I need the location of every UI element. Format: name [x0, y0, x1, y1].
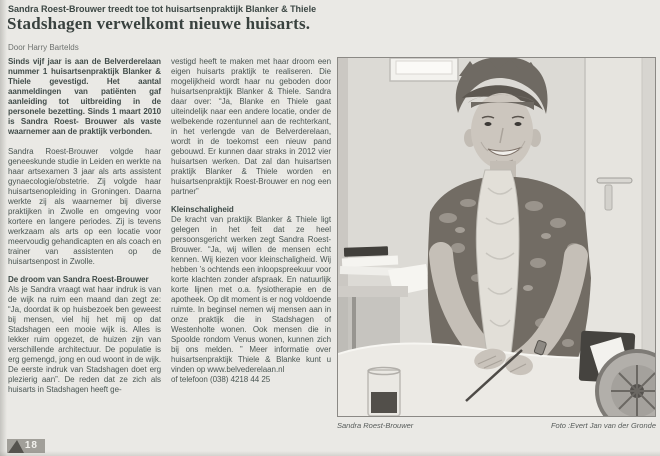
article-paragraph-droom-vervolg: vestigd heeft te maken met haar droom een eigen huisarts praktijk te realiseren. Die mogelijkheid wordt haar nu geboden door huisartsenpraktijk Blanker & Thiele. Sandra daar over: “Ja, Blanke en Thiele gaat uiteindelijk naar een andere locatie, onder de welbekende rozentunnel aan de rechterkant, in het verlengde van de Belverderelaan, wordt in de toekomst een nieuw pand gebouwd. Er kunnen daar straks in 2012 vier huisartsen werken. Dat zal dan huisartsen praktijk Blanker & Thiele worden en huisartsenpraktijk Roest-Brouwer en nog een partner”	[171, 57, 331, 196]
page-number: 18	[24, 440, 38, 451]
scan-shadow-bottom	[0, 451, 660, 456]
photo-illustration	[338, 58, 655, 416]
article-column-1	[8, 57, 161, 395]
article-intro: Sinds vijf jaar is aan de Belverderelaan nummer 1 huisartsenpraktijk Blanker & Thiele gevestigd. Het aantal aanmeldingen van patiënten gaf aanleiding tot uitbreiding in de personele bezetting. Sinds 1 maart 2010 is Sandra Roest- Brouwer als vaste waarnemer aan de praktijk verbonden.	[8, 57, 161, 136]
article-paragraph-kleinschaligheid: De kracht van praktijk Blanker & Thiele ligt gelegen in het feit dat ze heel persoonsgericht werken zegt Sandra Roest-Brouwer. “Ja, wij willen de mensen echt kennen. Wij kiezen voor kleinschaligheid. Wij hebben ’s ochtends een inloopspreekuur voor korte klachten zonder afspraak. En natuurlijk korte lijnen met o.a. fysiotherapie en de apotheek. Op dit moment is er nog voldoende ruimte. In beginsel nemen wij mensen aan in onze praktijk die in Stadshagen of Westenholte wonen. Ook mensen die in Spoolde rondom Venus wonen, kunnen zich bij ons melden. ” Meer informatie over huisartsenpraktijk Thiele & Blanke kunt u vinden op www.belvederelaan.nl	[171, 215, 331, 374]
article-kicker: Sandra Roest-Brouwer treedt toe tot huisartsenpraktijk Blanker & Thiele	[8, 4, 317, 14]
article-headline: Stadshagen verwelkomt nieuwe huisarts.	[7, 14, 311, 33]
page-number-badge	[7, 439, 45, 453]
photo-caption-row	[337, 421, 656, 430]
photo-credit: Foto :Evert Jan van der Gronde	[550, 421, 656, 430]
section-heading-droom: De droom van Sandra Roest-Brouwer	[8, 275, 149, 284]
article-paragraph-droom: Als je Sandra vraagt wat haar indruk is van de wijk na ruim een maand dan zegt ze: “Ja, doordat ik op huisbezoek ben geweest bij mensen, viel hij het mij op dat Stadshagen een mooie wijk is. Alles is lekker ruim opgezet, de huizen zijn van verschillende architectuur. De populatie is erg gemengd, jong en oud woont in de wijk. De eerste indruk van Stadshagen doet erg plezierig aan”. De reden dat ze zich als huisarts in Stadshagen heeft ge-	[8, 285, 161, 394]
wall-frame	[390, 58, 458, 81]
drinking-glass	[368, 368, 400, 417]
photo-caption: Sandra Roest-Brouwer	[337, 421, 414, 430]
scan-shadow-left	[0, 0, 7, 456]
article-phone-line: of telefoon (038) 4218 44 25	[171, 375, 271, 384]
article-paragraph-career: Sandra Roest-Brouwer volgde haar geneeskunde studie in Leiden en werkte na haar artsexamen 3 jaar als arts assistent gynaecologie/obstetrie. Zij volgde haar huisartsenopleiding in Groningen. Daarna werkte zij als waarnemer bij diverse praktijken in Zwolle en omgeving voor kortere en langere periodes. Zij is tevens werkzaam als arts op een locatie voor meervoudig gehandicapten en als coach en trainer van assistenten op de huisartsenpost in Zwolle.	[8, 147, 161, 266]
article-byline: Door Harry Bartelds	[8, 43, 79, 52]
section-heading-kleinschaligheid: Kleinschaligheid	[171, 205, 234, 214]
article-column-2	[171, 57, 331, 385]
photo-sandra	[337, 57, 656, 417]
